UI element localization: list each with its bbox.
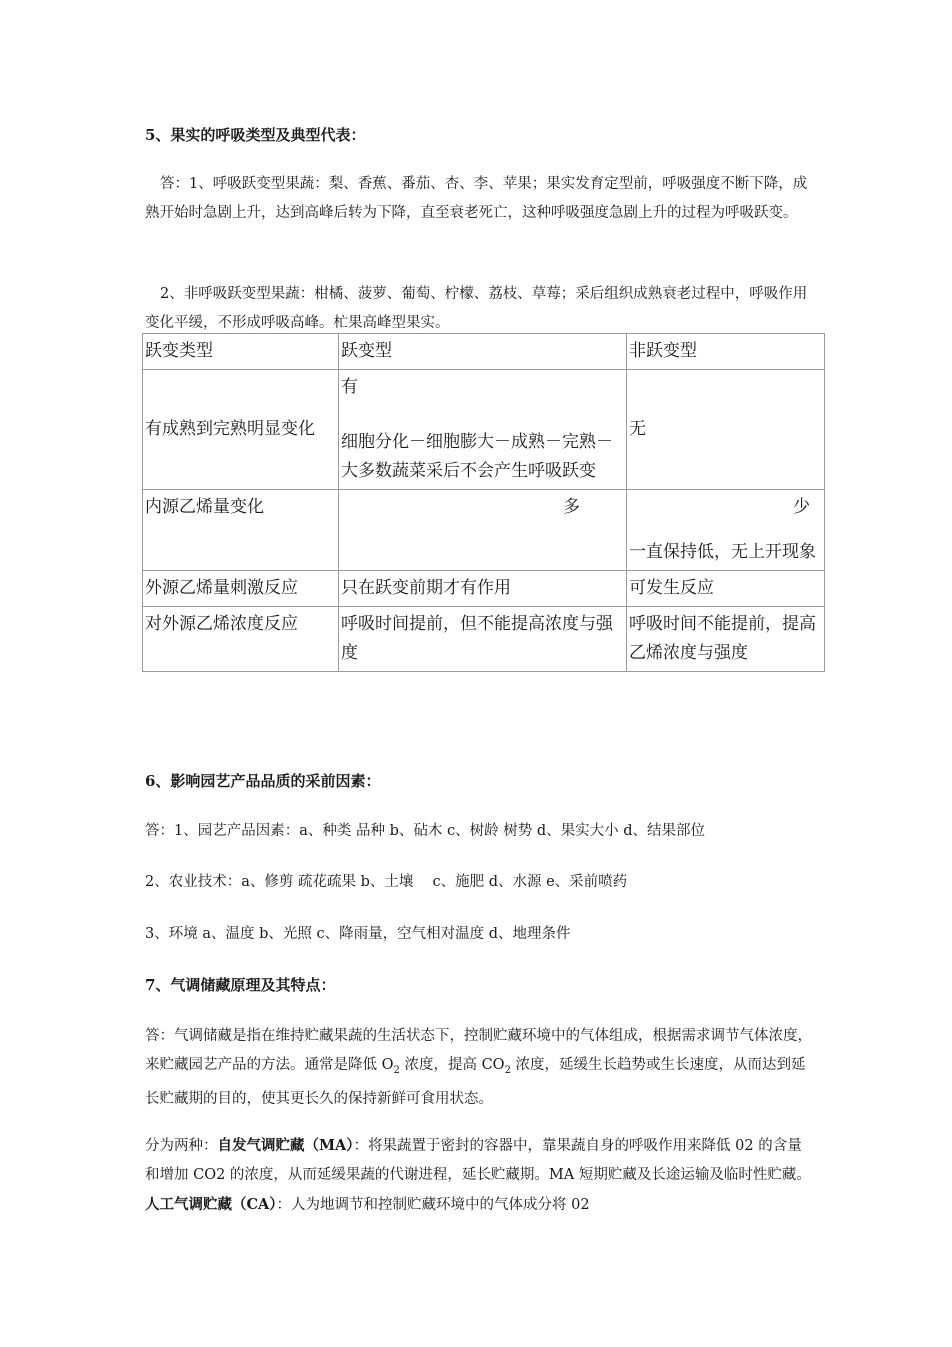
cell-climacteric: 呼吸时间提前，但不能提高浓度与强度 [339,607,627,672]
respiration-type-table [142,333,825,672]
table-header-row [143,334,825,370]
section-5-paragraph-2: 2、非呼吸跃变型果蔬：柑橘、菠萝、葡萄、柠檬、荔枝、草莓；采后组织成熟衰老过程中，呼吸作用变化平缓，不形成呼吸高峰。杧果高峰型果实。 [145,286,808,331]
header-cell-non-climacteric: 非跃变型 [627,334,825,370]
ma-term: 自发气调贮藏（MA） [217,1137,354,1154]
cell-climacteric [339,370,627,490]
section-7-paragraph-2: 分为两种：自发气调贮藏（MA）：将果蔬置于密封的容器中，靠果蔬自身的呼吸作用来降低 02 的含量和增加 CO2 的浓度，从而延缓果蔬的代谢进程，延长贮藏期。MA 短期贮藏及长途运输及临时性贮藏。人工气调贮藏（CA）：人为地调节和控制贮藏环境中的气体成分将 02 [145,1137,811,1213]
section-6-paragraph-1: 答：1、园艺产品因素：a、种类 品种 b、砧木 c、树龄 树势 d、果实大小 d、结果部位 [145,823,705,839]
cell-text: 一直保持低，无上开现象 [629,542,816,562]
header-cell-climacteric: 跃变型 [339,334,627,370]
section-5-paragraph-1: 答：1、呼吸跃变型果蔬：梨、香蕉、番茄、杏、李、苹果；果实发育定型前，呼吸强度不断下降，成熟开始时急剧上升，达到高峰后转为下降，直至衰老死亡，这种呼吸强度急剧上升的过程为呼吸跃变。 [145,176,808,221]
row-label: 内源乙烯量变化 [143,490,339,571]
table-row [143,370,825,490]
row-label: 对外源乙烯浓度反应 [143,607,339,672]
cell-non-climacteric: 可发生反应 [627,571,825,607]
section-6-paragraph-2: 2、农业技术：a、修剪 疏花疏果 b、土壤 c、施肥 d、水源 e、采前喷药 [145,874,628,890]
cell-climacteric: 只在跃变前期才有作用 [339,571,627,607]
ca-term: 人工气调贮藏（CA） [145,1196,277,1213]
row-label: 有成熟到完熟明显变化 [143,370,339,490]
table-row [143,607,825,672]
section-5-heading: 5、果实的呼吸类型及典型代表： [145,126,366,144]
table-row [143,571,825,607]
cell-non-climacteric: 呼吸时间不能提前，提高乙烯浓度与强度 [627,607,825,672]
cell-text: 少 [793,497,810,517]
section-6-paragraph-3: 3、环境 a、温度 b、光照 c、降雨量，空气相对温度 d、地理条件 [145,926,571,942]
cell-non-climacteric [627,490,825,571]
cell-climacteric [339,490,627,571]
section-6-heading: 6、影响园艺产品品质的采前因素： [145,772,381,790]
cell-text: 多 [563,497,580,517]
table-row [143,490,825,571]
section-7-heading: 7、气调储藏原理及其特点： [145,976,336,994]
row-label: 外源乙烯量刺激反应 [143,571,339,607]
section-7-paragraph-1: 答：气调储藏是指在维持贮藏果蔬的生活状态下，控制贮藏环境中的气体组成，根据需求调节气体浓度，来贮藏园艺产品的方法。通常是降低 $O_2$ 浓度，提高 $CO_2$ 浓度，延缓生长趋势或生长速度，从而达到延长贮藏期的目的，使其更长久的保持新鲜可食用状态。 [145,1028,812,1107]
header-cell-type: 跃变类型 [143,334,339,370]
cell-text: 细胞分化－细胞膨大－成熟－完熟－大多数蔬菜采后不会产生呼吸跃变 [341,432,613,481]
cell-non-climacteric: 无 [627,370,825,490]
cell-text: 有 [341,377,358,397]
